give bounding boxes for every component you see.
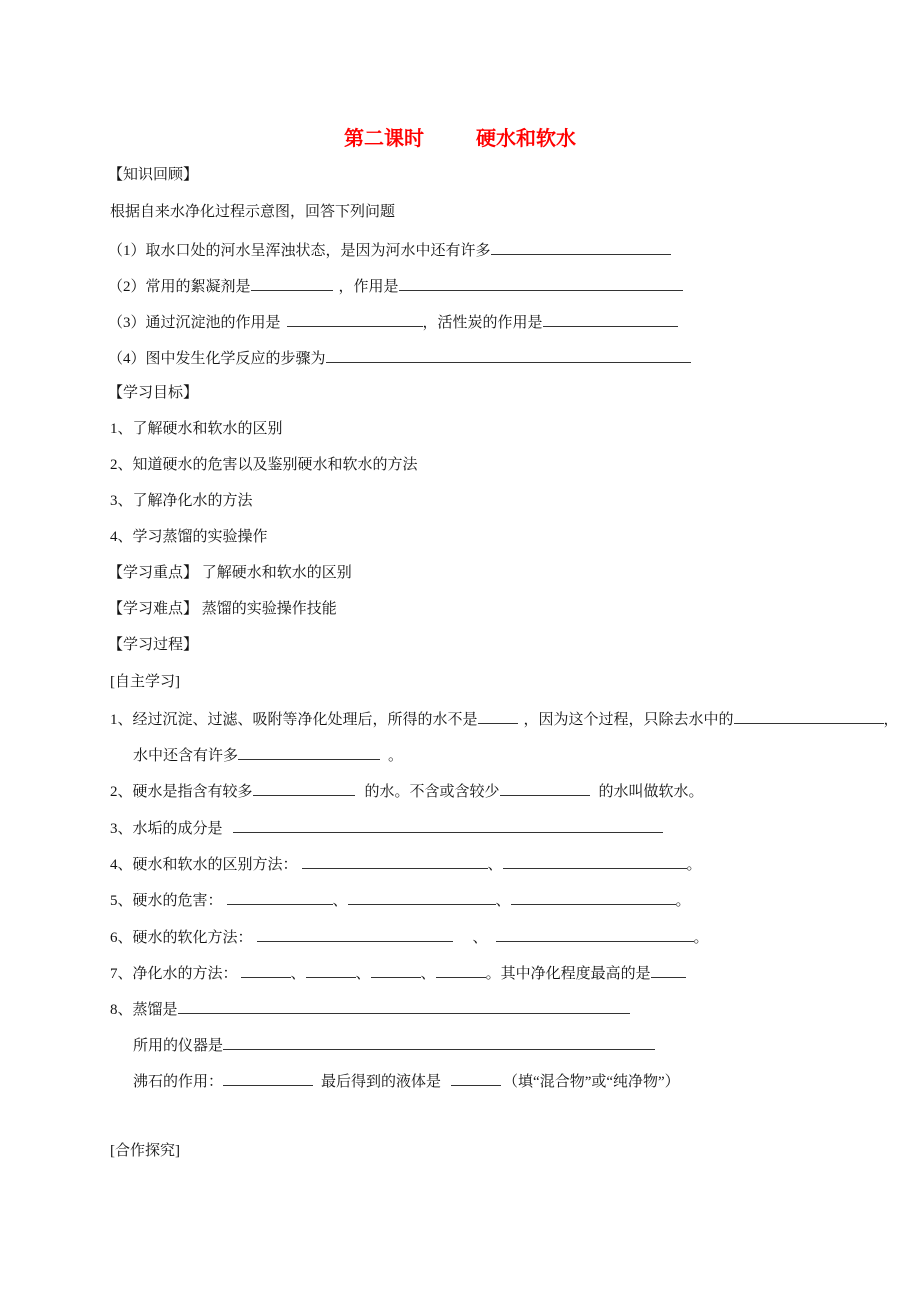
self-q4 (110, 853, 702, 873)
focus (108, 563, 352, 583)
blank[interactable] (227, 889, 333, 905)
q1-text: （1）取水口处的河水呈浑浊状态，是因为河水中还有许多 (108, 243, 491, 259)
blank[interactable] (223, 1070, 313, 1086)
title-part1: 第二课时 (344, 128, 424, 150)
self-q8-instruments (133, 1034, 655, 1054)
focus-text: 了解硬水和软水的区别 (201, 565, 352, 581)
goal-item: 3、了解净化水的方法 (110, 493, 253, 509)
sep: 、 (332, 893, 348, 909)
s2-text-b: 的水。不含或含较少 (364, 784, 500, 800)
period: 。 (686, 857, 702, 873)
s2-text-c: 的水叫做软水。 (598, 784, 704, 800)
goal-item: 2、知道硬水的危害以及鉴别硬水和软水的方法 (110, 457, 418, 473)
page-title (0, 122, 920, 151)
blank[interactable] (511, 889, 676, 905)
blank[interactable] (399, 275, 683, 291)
s1-period: 。 (388, 748, 404, 764)
blank[interactable] (233, 817, 663, 833)
blank[interactable] (223, 1034, 655, 1050)
sep: 、 (472, 930, 488, 946)
period: 。 (675, 893, 691, 909)
blank[interactable] (734, 708, 884, 724)
focus-label: 【学习重点】 (108, 565, 199, 581)
process-heading: 【学习过程】 (108, 637, 199, 653)
s1-text-b: ，因为这个过程，只除去水中的 (523, 712, 734, 728)
blank[interactable] (257, 926, 453, 942)
sep: 、 (355, 966, 371, 982)
s8-text-d: 最后得到的液体是 (321, 1074, 442, 1090)
q2-text-b: ，作用是 (338, 279, 399, 295)
sep: 、 (495, 893, 511, 909)
q2-text: （2）常用的絮凝剂是 (108, 279, 251, 295)
blank[interactable] (178, 998, 630, 1014)
blank[interactable] (478, 708, 518, 724)
self-q1 (110, 708, 899, 728)
s8-text: 8、蒸馏是 (110, 1002, 178, 1018)
blank[interactable] (371, 962, 421, 978)
goal-item: 1、了解硬水和软水的区别 (110, 421, 283, 437)
blank[interactable] (503, 853, 687, 869)
s1-comma: ， (883, 712, 899, 728)
s8-text-b: 所用的仪器是 (133, 1038, 224, 1054)
self-q5 (110, 889, 691, 909)
s8-text-c: 沸石的作用： (133, 1074, 224, 1090)
blank[interactable] (436, 962, 486, 978)
s5-text: 5、硬水的危害： (110, 893, 223, 909)
q3-text: （3）通过沉淀池的作用是 (108, 315, 281, 331)
s8-text-e: （填“混合物”或“纯净物”） (503, 1074, 680, 1090)
blank[interactable] (287, 311, 423, 327)
blank[interactable] (491, 239, 671, 255)
blank[interactable] (306, 962, 356, 978)
title-part2: 硬水和软水 (476, 128, 576, 150)
self-q6 (110, 926, 709, 946)
s3-text: 3、水垢的成分是 (110, 821, 223, 837)
goals-heading: 【学习目标】 (108, 385, 199, 401)
self-q1-cont (133, 744, 403, 764)
s6-text: 6、硬水的软化方法： (110, 930, 253, 946)
blank[interactable] (543, 311, 678, 327)
q4-text: （4）图中发生化学反应的步骤为 (108, 351, 326, 367)
difficulty-label: 【学习难点】 (108, 601, 199, 617)
s7-text-b: 。其中净化程度最高的是 (485, 966, 651, 982)
period: 。 (693, 930, 709, 946)
blank[interactable] (241, 962, 291, 978)
blank[interactable] (451, 1070, 501, 1086)
blank[interactable] (500, 780, 590, 796)
review-q1 (108, 239, 671, 259)
review-intro: 根据自来水净化过程示意图，回答下列问题 (110, 204, 396, 220)
coop-heading: [合作探究] (110, 1143, 180, 1159)
s1-text: 1、经过沉淀、过滤、吸附等净化处理后，所得的水不是 (110, 712, 478, 728)
q3-text-b: ，活性炭的作用是 (422, 315, 543, 331)
blank[interactable] (348, 889, 496, 905)
blank[interactable] (253, 780, 355, 796)
self-q2 (110, 780, 704, 800)
blank[interactable] (251, 275, 333, 291)
difficulty-text: 蒸馏的实验操作技能 (201, 601, 337, 617)
self-study-heading: [自主学习] (110, 674, 180, 690)
s4-text: 4、硬水和软水的区别方法： (110, 857, 298, 873)
review-q2 (108, 275, 683, 295)
sep: 、 (487, 857, 503, 873)
s7-text: 7、净化水的方法： (110, 966, 238, 982)
sep: 、 (290, 966, 306, 982)
blank[interactable] (238, 744, 380, 760)
blank[interactable] (496, 926, 694, 942)
blank[interactable] (326, 347, 691, 363)
review-heading: 【知识回顾】 (108, 167, 199, 183)
review-q3 (108, 311, 678, 331)
self-q7 (110, 962, 686, 982)
self-q8-stones (133, 1070, 680, 1090)
difficulty (108, 599, 337, 619)
s2-text: 2、硬水是指含有较多 (110, 784, 253, 800)
s1-text-d: 水中还含有许多 (133, 748, 239, 764)
self-q3 (110, 817, 663, 837)
self-q8 (110, 998, 630, 1018)
goal-item: 4、学习蒸馏的实验操作 (110, 529, 268, 545)
blank[interactable] (651, 962, 686, 978)
blank[interactable] (302, 853, 488, 869)
review-q4 (108, 347, 691, 367)
sep: 、 (420, 966, 436, 982)
